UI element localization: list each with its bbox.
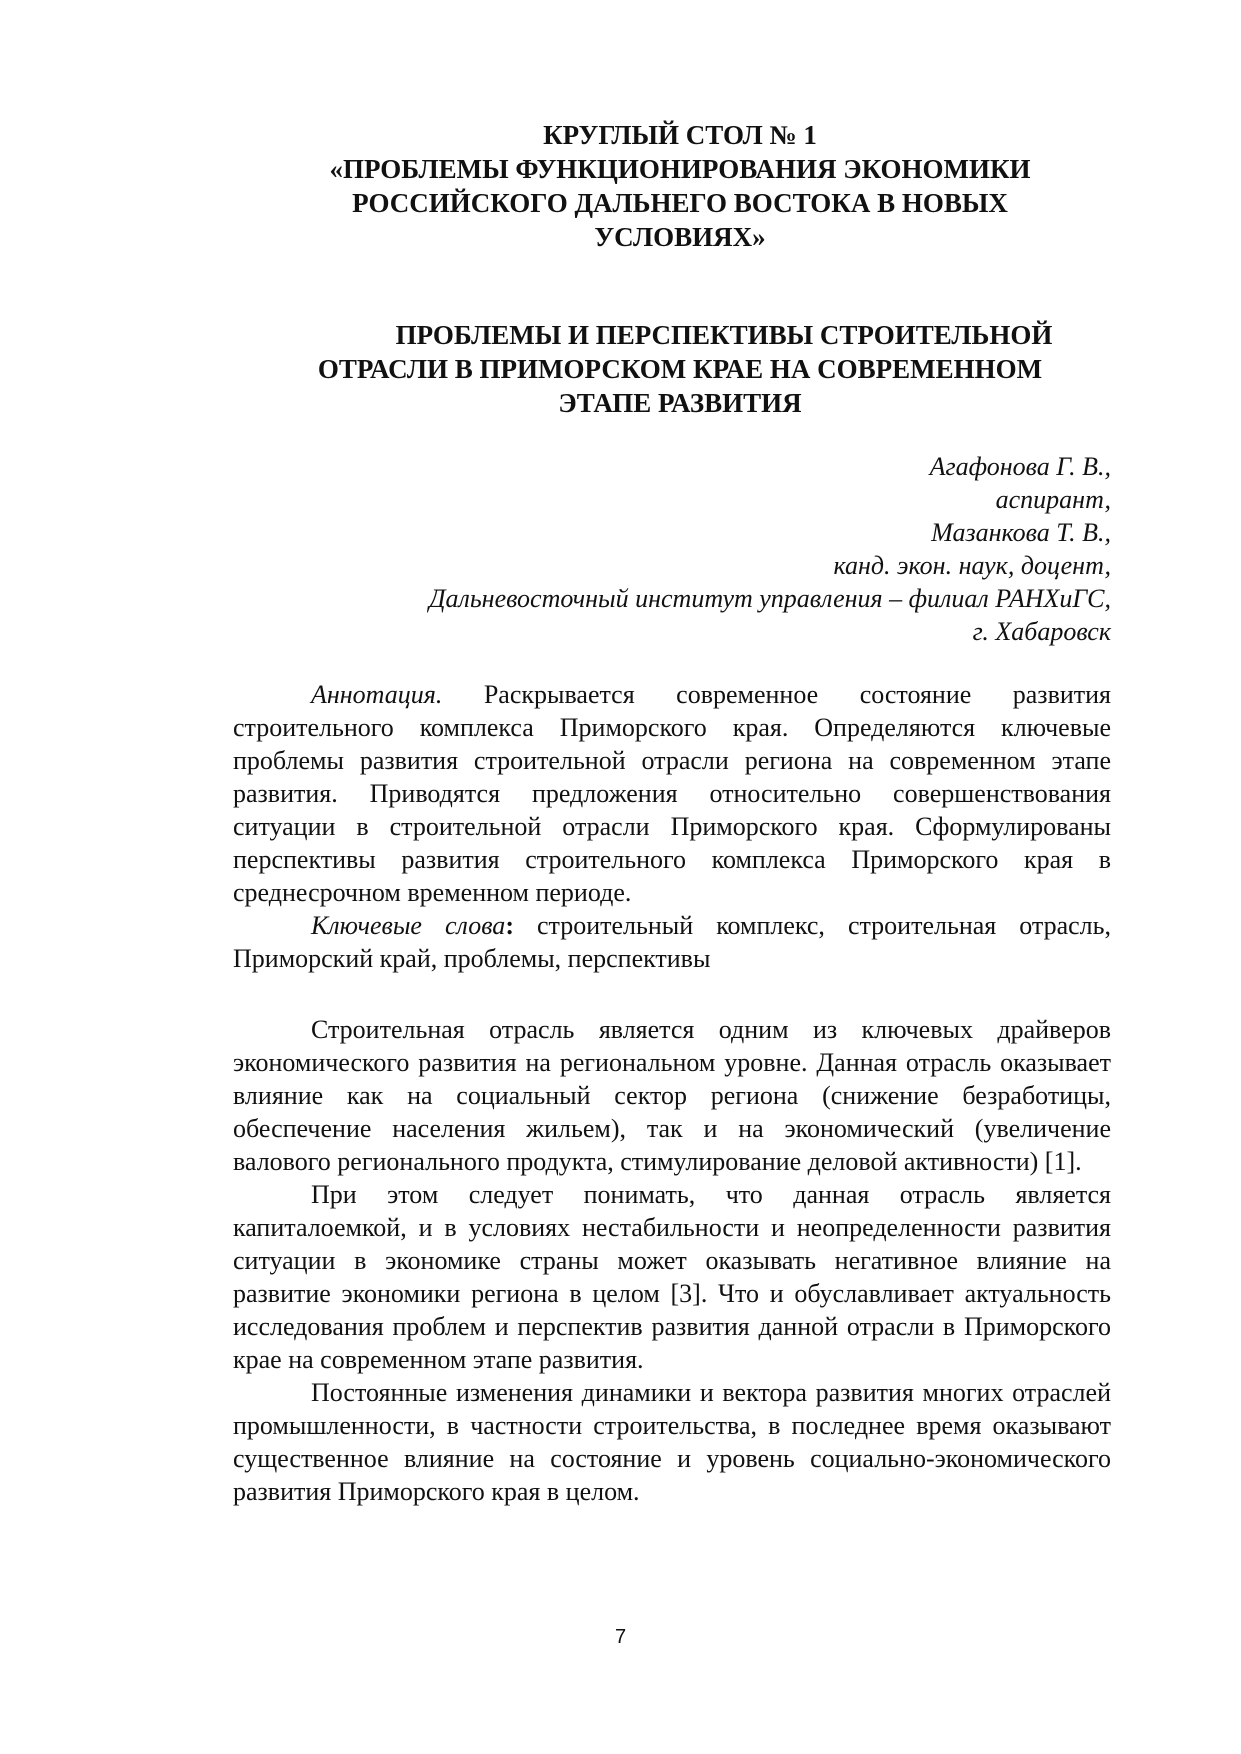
body-text	[233, 1013, 1111, 1508]
abstract-section	[233, 678, 1111, 975]
abstract-label: Аннотация.	[311, 680, 443, 709]
roundtable-heading	[230, 118, 1130, 254]
roundtable-heading-line: РОССИЙСКОГО ДАЛЬНЕГО ВОСТОКА В НОВЫХ	[352, 188, 1008, 218]
roundtable-heading-line: УСЛОВИЯХ»	[594, 222, 766, 252]
roundtable-heading-line: КРУГЛЫЙ СТОЛ № 1	[543, 120, 817, 150]
page-number: 7	[614, 1626, 627, 1648]
keywords-label: Ключевые слова	[311, 911, 506, 940]
author-affiliation: Дальневосточный институт управления – филиал РАНХиГС,	[428, 584, 1111, 613]
keywords-text: строительный комплекс, строительная отрасль, Приморский край, проблемы, перспективы	[233, 911, 1112, 973]
author-position: аспирант,	[995, 485, 1111, 514]
author-name: Агафонова Г. В.,	[929, 452, 1111, 481]
abstract-text: Раскрывается современное состояние развития строительного комплекса Приморского края. Определяются ключевые проблемы развития строительной отрасли региона на современном этапе развития. Приводятся предложения относительно совершенствования ситуации в строительной отрасли Приморского края. Сформулированы перспективы развития строительного комплекса Приморского края в среднесрочном временном периоде.	[233, 680, 1111, 907]
article-title-line: ЭТАПЕ РАЗВИТИЯ	[558, 388, 802, 418]
abstract-paragraph	[233, 678, 1111, 909]
article-title-line: ПРОБЛЕМЫ И ПЕРСПЕКТИВЫ СТРОИТЕЛЬНОЙ	[395, 320, 1053, 350]
author-block	[211, 450, 1111, 648]
author-position: канд. экон. наук, доцент,	[833, 551, 1111, 580]
author-city: г. Хабаровск	[972, 617, 1111, 646]
roundtable-heading-line: «ПРОБЛЕМЫ ФУНКЦИОНИРОВАНИЯ ЭКОНОМИКИ	[329, 154, 1031, 184]
author-name: Мазанкова Т. В.,	[931, 518, 1111, 547]
body-paragraph: При этом следует понимать, что данная отрасль является капиталоемкой, и в условиях нестабильности и неопределенности развития ситуации в экономике страны может оказывать негативное влияние на развитие экономики региона в целом [3]. Что и обуславливает актуальность исследования проблем и перспектив развития данной отрасли в Приморского крае на современном этапе развития.	[233, 1180, 1111, 1374]
article-title-line: ОТРАСЛИ В ПРИМОРСКОМ КРАЕ НА СОВРЕМЕННОМ	[317, 354, 1043, 384]
article-title	[230, 318, 1130, 420]
body-paragraph: Строительная отрасль является одним из ключевых драйверов экономического развития на региональном уровне. Данная отрасль оказывает влияние как на социальный сектор региона (снижение безработицы, обеспечение населения жильем), так и на экономический (увеличение валового регионального продукта, стимулирование деловой активности) [1].	[233, 1015, 1111, 1176]
keywords-paragraph	[233, 909, 1111, 975]
body-paragraph: Постоянные изменения динамики и вектора развития многих отраслей промышленности, в частности строительства, в последнее время оказывают существенное влияние на состояние и уровень социально-экономического развития Приморского края в целом.	[233, 1378, 1111, 1506]
keywords-colon: :	[505, 911, 514, 940]
